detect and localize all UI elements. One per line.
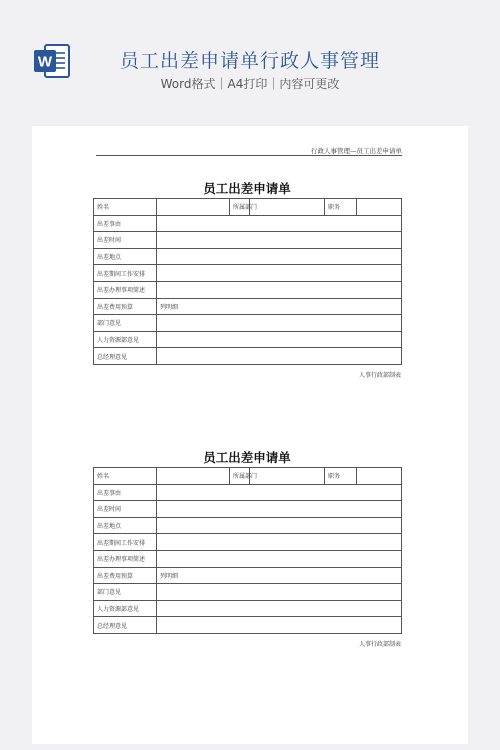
opinion-field[interactable] — [157, 600, 402, 617]
row-label: 出差事由 — [94, 484, 157, 501]
opinion-label: 总经理意见 — [94, 348, 157, 365]
row-field[interactable] — [157, 281, 402, 298]
row-label: 出差办理事项简述 — [94, 281, 157, 298]
name-label: 姓名 — [94, 468, 157, 485]
opinion-label: 总经理意见 — [94, 617, 157, 634]
opinion-label: 部门意见 — [94, 584, 157, 601]
form-footnote: 人事行政部制表 — [358, 640, 401, 648]
opinion-label: 人力资源部意见 — [94, 600, 157, 617]
name-label: 姓名 — [94, 199, 157, 216]
row-label: 出差事由 — [94, 215, 157, 232]
position-label: 职务 — [325, 468, 357, 485]
row-field[interactable] — [157, 215, 402, 232]
opinion-label: 人力资源部意见 — [94, 331, 157, 348]
row-label: 出差时间 — [94, 232, 157, 249]
row-label: 出差地点 — [94, 517, 157, 534]
form-table — [93, 198, 402, 365]
name-field[interactable] — [157, 199, 230, 216]
row-field[interactable] — [157, 534, 402, 551]
row-label: 出差时间 — [94, 501, 157, 518]
budget-field[interactable]: 列明细 — [157, 567, 402, 584]
dept-label: 所属部门 — [230, 468, 250, 485]
application-form-1 — [93, 180, 401, 379]
opinion-label: 部门意见 — [94, 315, 157, 332]
dept-field[interactable] — [250, 199, 325, 216]
opinion-field[interactable] — [157, 584, 402, 601]
row-field[interactable] — [157, 232, 402, 249]
opinion-field[interactable] — [157, 617, 402, 634]
svg-text:W: W — [37, 53, 53, 71]
budget-field[interactable]: 列明细 — [157, 298, 402, 315]
running-head: 行政人事管理—员工出差申请单 — [311, 147, 402, 155]
opinion-field[interactable] — [157, 315, 402, 332]
row-label: 出差期间工作安排 — [94, 534, 157, 551]
row-field[interactable] — [157, 517, 402, 534]
page-header — [0, 0, 500, 118]
table-row — [94, 468, 402, 485]
form-title: 员工出差申请单 — [203, 181, 291, 196]
position-label: 职务 — [325, 199, 357, 216]
row-field[interactable] — [157, 550, 402, 567]
row-label: 出差办理事项简述 — [94, 550, 157, 567]
form-footnote: 人事行政部制表 — [358, 371, 401, 379]
position-field[interactable] — [357, 199, 402, 216]
row-field[interactable] — [157, 501, 402, 518]
form-title: 员工出差申请单 — [203, 450, 291, 465]
budget-label: 出差费用预算 — [94, 567, 157, 584]
table-row — [94, 199, 402, 216]
row-field[interactable] — [157, 484, 402, 501]
row-field[interactable] — [157, 248, 402, 265]
opinion-field[interactable] — [157, 348, 402, 365]
row-field[interactable] — [157, 265, 402, 282]
document-title: 员工出差申请单行政人事管理 — [119, 50, 380, 72]
name-field[interactable] — [157, 468, 230, 485]
dept-field[interactable] — [250, 468, 325, 485]
application-form-2 — [93, 449, 401, 648]
dept-label: 所属部门 — [230, 199, 250, 216]
row-label: 出差地点 — [94, 248, 157, 265]
row-label: 出差期间工作安排 — [94, 265, 157, 282]
opinion-field[interactable] — [157, 331, 402, 348]
budget-label: 出差费用预算 — [94, 298, 157, 315]
position-field[interactable] — [357, 468, 402, 485]
form-table — [93, 467, 402, 634]
header-rule — [96, 155, 402, 156]
document-subtitle: Word格式｜A4打印｜内容可更改 — [160, 77, 340, 91]
